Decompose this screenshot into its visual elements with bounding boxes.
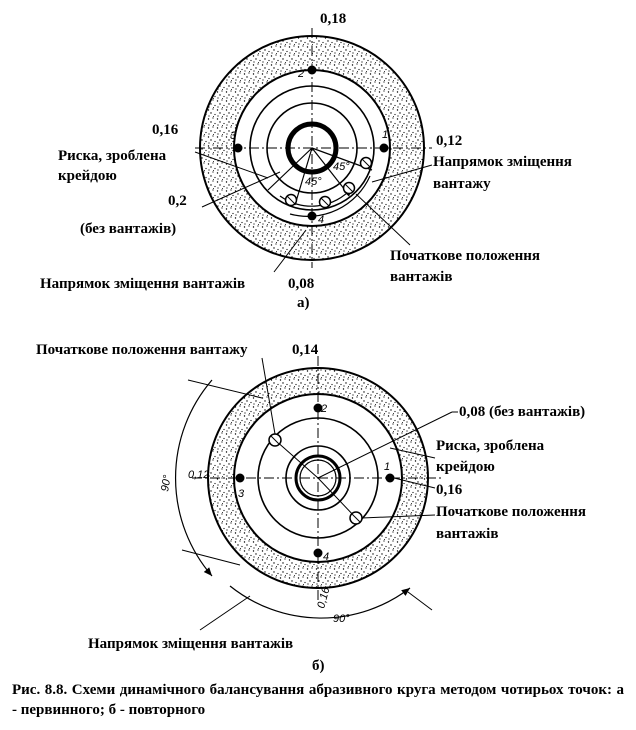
point-label-3-a: 3 xyxy=(230,130,237,142)
weight-icon xyxy=(344,183,355,194)
initial-position-right-b-line1: Початкове положення xyxy=(436,504,587,520)
angle-label-a-1: 45° xyxy=(305,176,322,188)
point-label-1-a: 1 xyxy=(382,129,389,141)
point-3-b xyxy=(236,474,245,483)
value-left-b: 0,12 xyxy=(188,469,210,481)
point-4-a xyxy=(308,212,317,221)
initial-position-a-line1: Початкове положення xyxy=(390,248,541,264)
angle-label-a-2: 45° xyxy=(333,161,350,173)
point-3-a xyxy=(234,144,243,153)
initial-position-right-b-line2: вантажів xyxy=(436,526,499,542)
diagram-label-a: а) xyxy=(297,295,310,311)
value-no-weights-a: 0,2 xyxy=(168,193,187,209)
chalk-mark-b-line1: Риска, зроблена xyxy=(436,438,545,454)
chalk-mark-a-line2: крейдою xyxy=(58,168,117,184)
value-top-b: 0,14 xyxy=(292,342,319,358)
extension-line-bottom-right-b xyxy=(408,592,432,610)
no-weights-note-a: (без вантажів) xyxy=(80,221,177,237)
weight-icon xyxy=(269,434,281,446)
shift-direction-right-a-line1: Напрямок зміщення xyxy=(433,154,572,170)
extension-line-left-b xyxy=(188,380,262,398)
angle-label-left-b: 90° xyxy=(159,474,174,493)
point-1-a xyxy=(380,144,389,153)
shift-direction-right-a-line2: вантажу xyxy=(433,176,491,192)
diagram-label-b: б) xyxy=(312,658,325,674)
diagram-a xyxy=(40,11,572,311)
initial-position-top-b: Початкове положення вантажу xyxy=(36,342,248,358)
value-bottom-a: 0,08 xyxy=(288,276,315,292)
initial-position-a-line2: вантажів xyxy=(390,269,453,285)
point-1-b xyxy=(386,474,395,483)
value-bottom-b: 0,16 xyxy=(315,585,333,610)
value-left-a: 0,16 xyxy=(152,122,179,138)
chalk-mark-b-line2: крейдою xyxy=(436,459,495,475)
point-label-3-b: 3 xyxy=(238,488,245,500)
point-2-a xyxy=(308,66,317,75)
leader-shift-b xyxy=(200,596,250,630)
weight-icon xyxy=(286,195,297,206)
shift-direction-bottom-a: Напрямок зміщення вантажів xyxy=(40,276,246,292)
shift-direction-b: Напрямок зміщення вантажів xyxy=(88,636,294,652)
point-label-1-b: 1 xyxy=(384,461,391,473)
chalk-mark-a-line1: Риска, зроблена xyxy=(58,148,167,164)
angle-label-bottom-b: 90° xyxy=(333,613,350,625)
weight-icon xyxy=(361,158,372,169)
figure-caption: Рис. 8.8. Схеми динамічного балансування абразивного круга методом чотирьох точок: а - первинного; б - повторного xyxy=(12,682,624,718)
value-right-a: 0,12 xyxy=(436,133,463,149)
diagram-b xyxy=(36,342,586,674)
weight-icon xyxy=(350,512,362,524)
point-label-2-b: 2 xyxy=(321,403,328,415)
point-4-b xyxy=(314,549,323,558)
point-label-2-a: 2 xyxy=(298,68,305,80)
value-top-a: 0,18 xyxy=(320,11,347,27)
value-right-b: 0,16 xyxy=(436,482,463,498)
extension-line-bottom-b xyxy=(182,550,240,565)
value-no-weights-b: 0,08 (без вантажів) xyxy=(459,404,586,420)
weight-icon xyxy=(320,197,331,208)
point-label-4-a: 4 xyxy=(318,214,325,226)
point-label-4-b: 4 xyxy=(323,551,330,563)
